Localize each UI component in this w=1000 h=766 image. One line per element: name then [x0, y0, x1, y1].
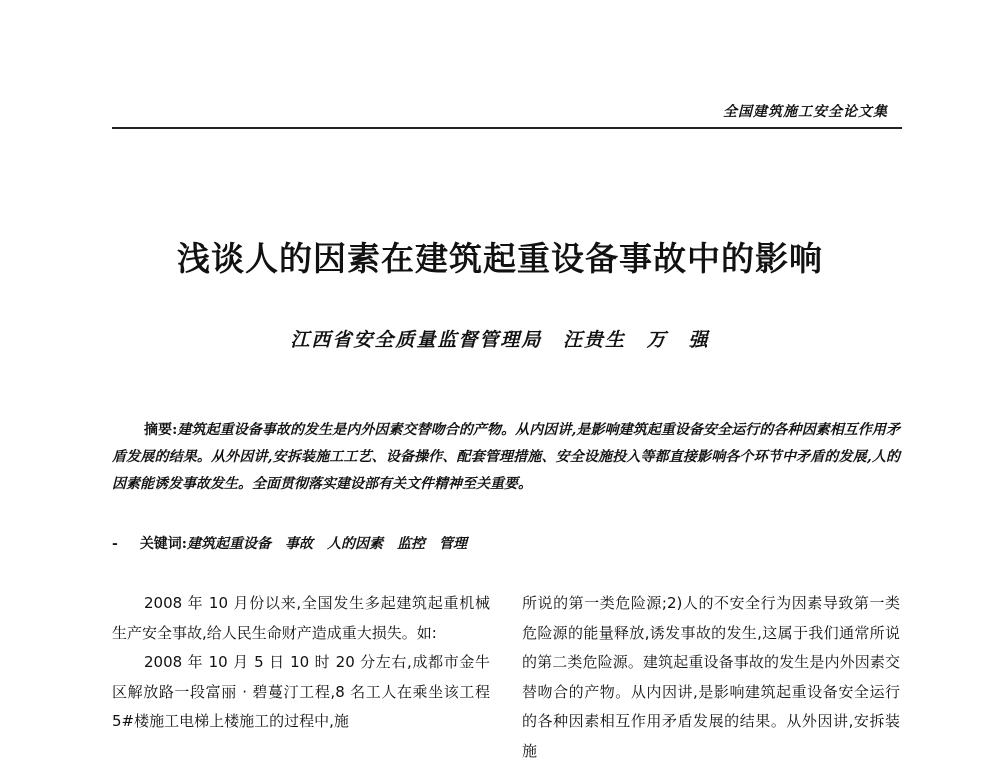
- keyword: 人的因素: [326, 536, 383, 552]
- keyword: 管理: [438, 536, 467, 552]
- keywords-dash: -: [112, 536, 118, 552]
- body-paragraph: 所说的第一类危险源;2)人的不安全行为因素导致第一类危险源的能量释放,诱发事故的发生,这属于我们通常所说的第二类危险源。建筑起重设备事故的发生是内外因素交替吻合的产物。从内因讲,是影响建筑起重设备安全运行的各种因素相互作用矛盾发展的结果。从外因讲,安拆装施: [522, 594, 900, 760]
- body-column-left: [112, 589, 490, 737]
- affiliation: 江西省安全质量监督管理局: [290, 329, 543, 351]
- byline: [0, 325, 1000, 352]
- abstract-label: 摘要:: [144, 422, 178, 438]
- keyword: 建筑起重设备: [186, 536, 271, 552]
- keyword: 监控: [396, 536, 425, 552]
- keywords: [112, 533, 481, 553]
- body-paragraph: 2008 年 10 月 5 日 10 时 20 分左右,成都市金牛区解放路一段富丽 · 碧蔓汀工程,8 名工人在乘坐该工程 5#楼施工电梯上楼施工的过程中,施: [112, 653, 490, 730]
- running-head: 全国建筑施工安全论文集: [723, 104, 888, 120]
- article-title: 浅谈人的因素在建筑起重设备事故中的影响: [177, 239, 823, 278]
- header-rule: [112, 127, 902, 129]
- author-1: 汪贵生: [562, 329, 626, 351]
- keyword: 事故: [284, 536, 313, 552]
- abstract: [112, 417, 900, 498]
- abstract-text: 建筑起重设备事故的发生是内外因素交替吻合的产物。从内因讲,是影响建筑起重设备安全运行的各种因素相互作用矛盾发展的结果。从外因讲,安拆装施工工艺、设备操作、配套管理措施、安全设施投入等都直接影响各个环节中矛盾的发展,人的因素能诱发事故发生。全面贯彻落实建设部有关文件精神至关重要。: [112, 422, 901, 492]
- body-paragraph: 2008 年 10 月份以来,全国发生多起建筑起重机械生产安全事故,给人民生命财产造成重大损失。如:: [112, 594, 490, 642]
- author-2: 万 强: [646, 329, 710, 351]
- keywords-label: 关键词:: [139, 536, 187, 552]
- body-column-right: [522, 589, 900, 766]
